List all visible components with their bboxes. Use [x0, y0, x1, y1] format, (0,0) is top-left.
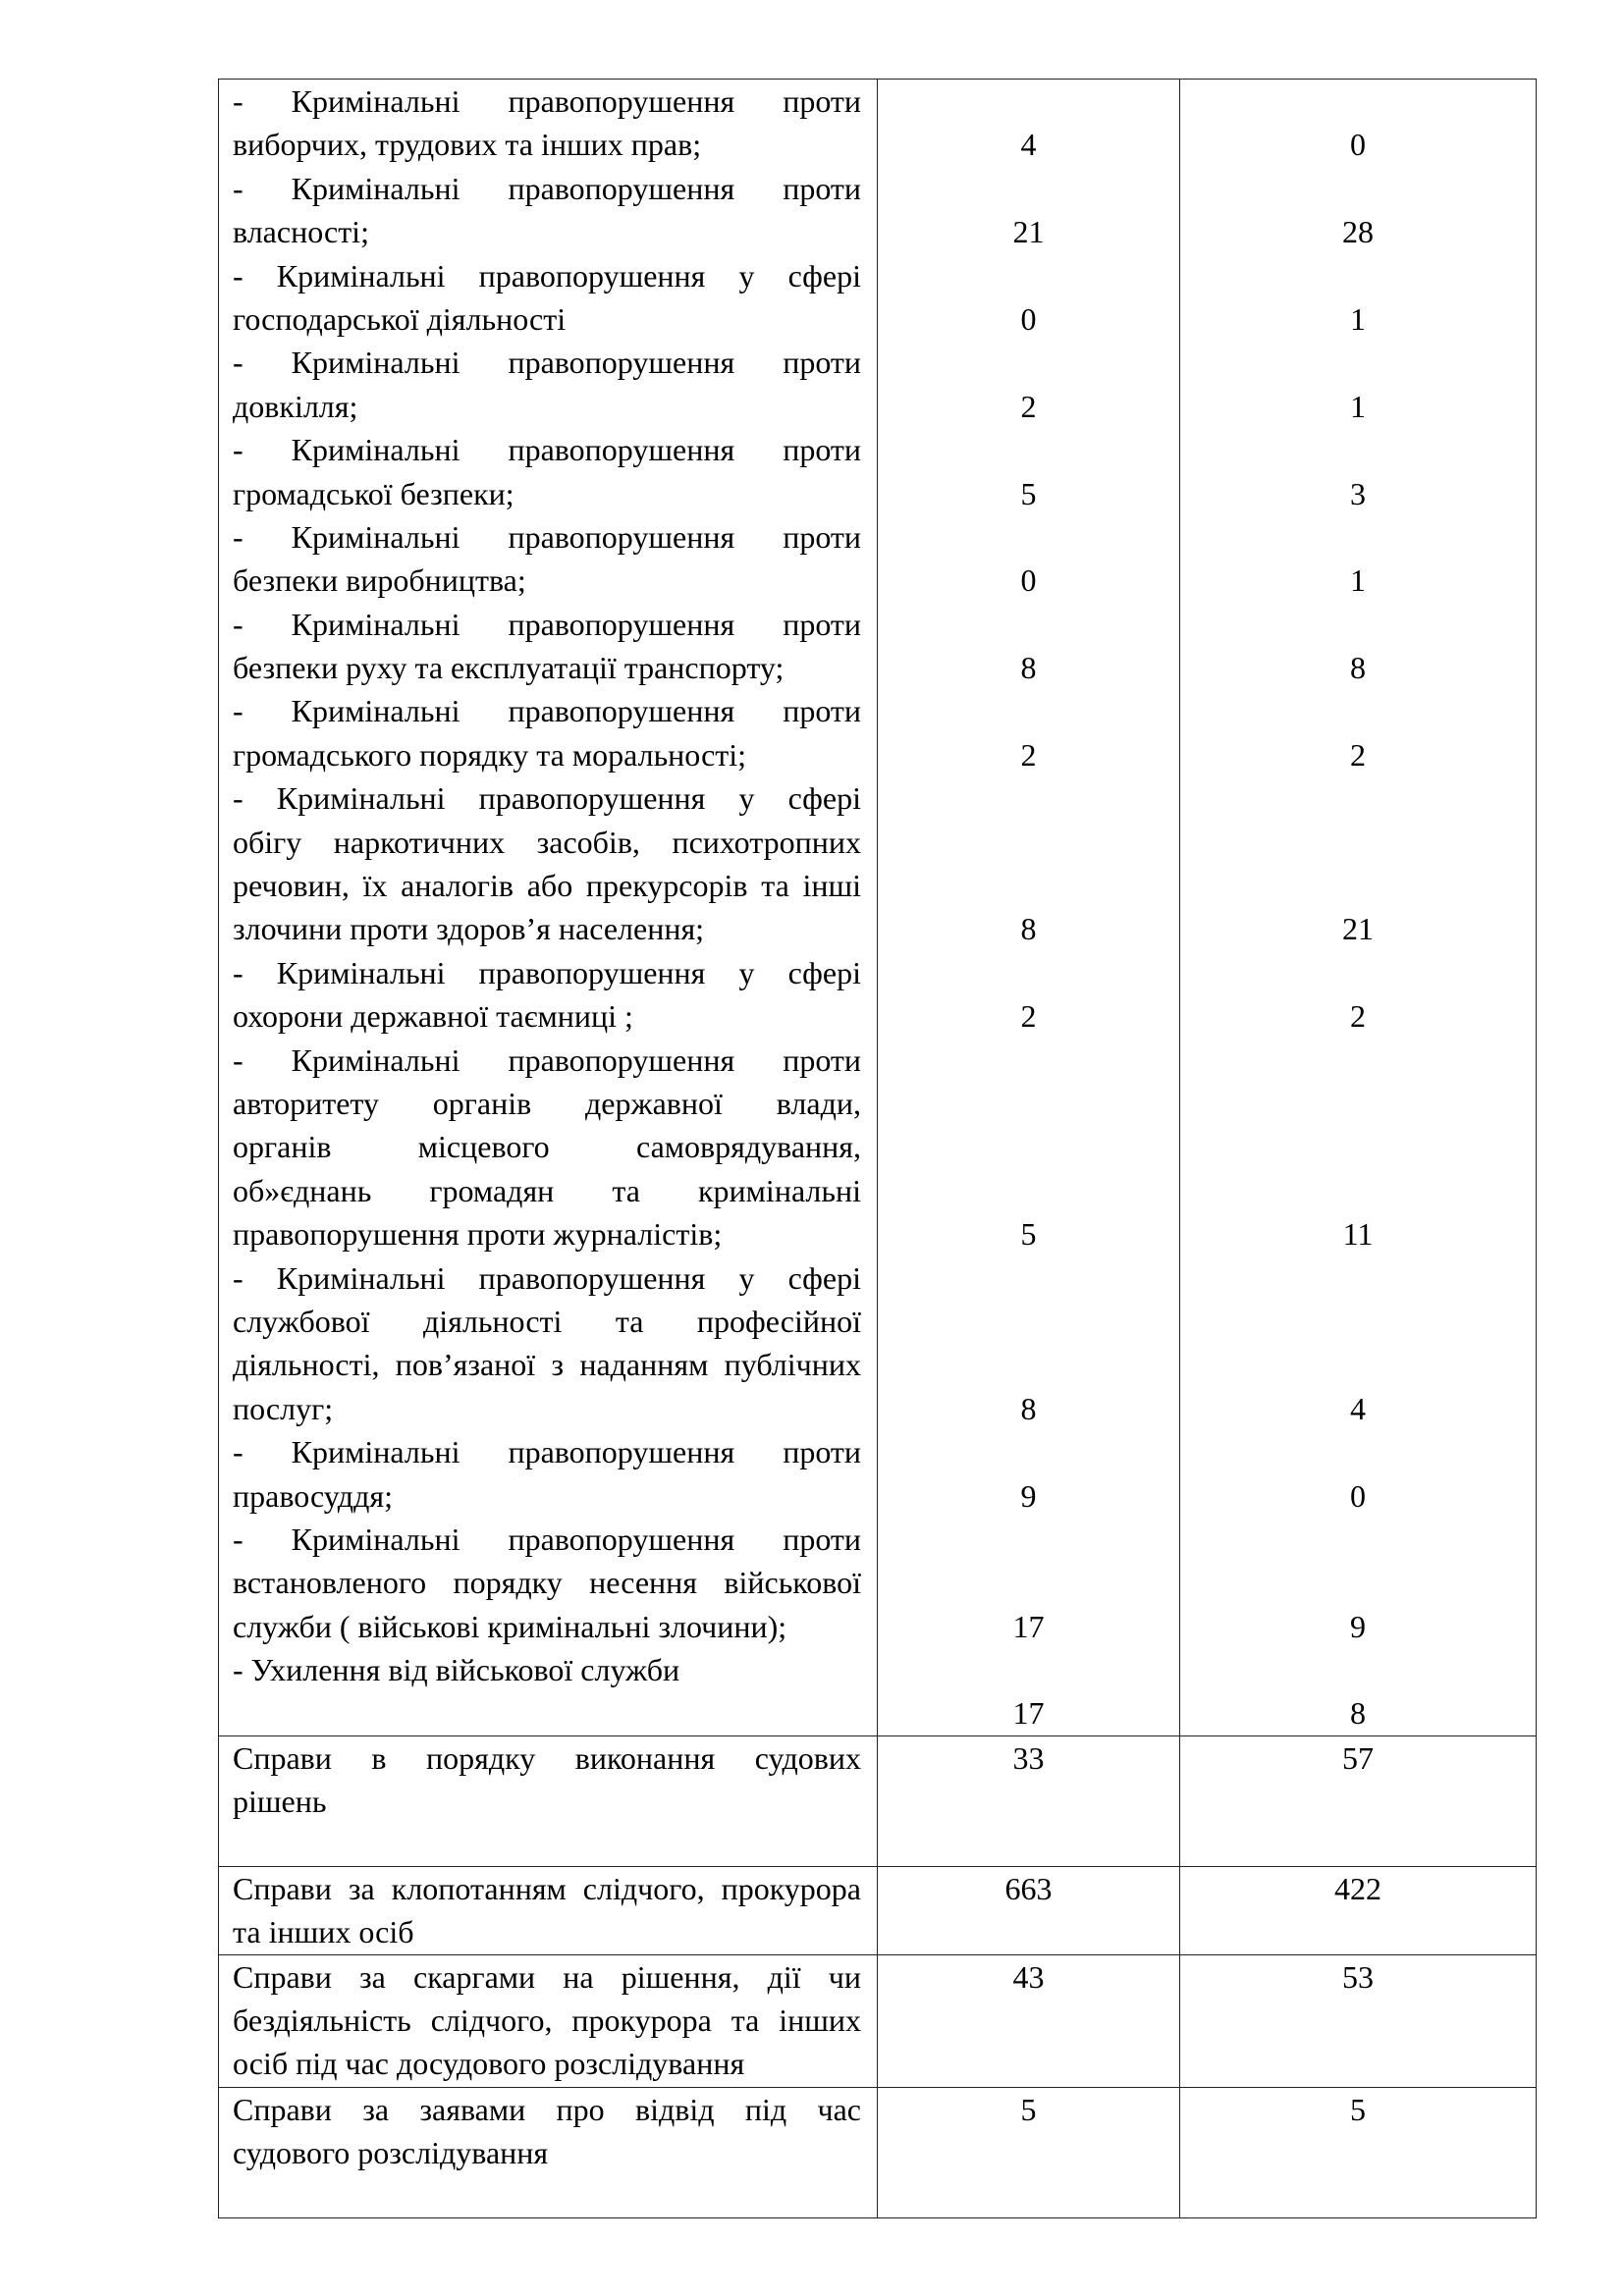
category-line: - Кримінальні правопорушення проти — [233, 518, 861, 555]
value-col1: 33 — [1012, 1739, 1045, 1776]
category-cell — [219, 80, 878, 1736]
value-col2: 4 — [1350, 1390, 1366, 1426]
value-col1: 17 — [1012, 1695, 1045, 1732]
category-line: - Кримінальні правопорушення у сфері — [233, 1259, 861, 1296]
row-label-line: рішень — [233, 1784, 327, 1820]
row-label-line: осіб під час досудового розслідування — [233, 2046, 745, 2082]
value-col1: 5 — [1020, 1216, 1037, 1253]
row-label-line: Справи за клопотанням слідчого, прокурора — [233, 1870, 861, 1906]
value-col1: 8 — [1020, 1390, 1037, 1426]
value-col2: 0 — [1350, 127, 1366, 163]
value-col2: 0 — [1350, 1477, 1366, 1514]
value-col1: 0 — [1020, 300, 1037, 337]
value-col1: 8 — [1020, 911, 1037, 947]
category-line: - Кримінальні правопорушення проти — [233, 432, 861, 468]
table-row — [219, 2087, 1537, 2217]
category-line: - Кримінальні правопорушення проти — [233, 606, 861, 642]
table-row — [219, 80, 1537, 1736]
category-line: правопорушення проти журналістів; — [233, 1216, 723, 1253]
value-col1: 4 — [1020, 127, 1037, 163]
category-line: злочини проти здоров’я населення; — [233, 911, 705, 947]
value-cell-col2 — [1180, 1735, 1537, 1866]
row-label-line: Справи за скаргами на рішення, дії чи — [233, 1958, 861, 1995]
category-line: безпеки руху та експлуатації транспорту; — [233, 650, 785, 686]
category-line: - Кримінальні правопорушення у сфері — [233, 780, 861, 817]
row-label-cell — [219, 1735, 878, 1866]
category-line: послуг; — [233, 1390, 334, 1426]
category-line: - Кримінальні правопорушення проти — [233, 345, 861, 381]
row-label-line: бездіяльність слідчого, прокурора та інших — [233, 2002, 861, 2039]
value-col2: 21 — [1342, 911, 1374, 947]
value-cell-col1 — [878, 1866, 1180, 1954]
value-col2: 5 — [1350, 2091, 1366, 2127]
row-label-cell — [219, 1866, 878, 1954]
category-line: - Кримінальні правопорушення проти — [233, 83, 861, 119]
category-line: діяльності, пов’язаної з наданням публічних — [233, 1347, 861, 1383]
category-line: - Кримінальні правопорушення проти — [233, 1434, 861, 1470]
value-cell-col2 — [1180, 80, 1537, 1736]
row-label-line: Справи за заявами про відвід під час — [233, 2091, 861, 2127]
value-col2: 2 — [1350, 736, 1366, 773]
category-line: - Кримінальні правопорушення проти — [233, 1041, 861, 1078]
category-line: - Кримінальні правопорушення проти — [233, 1521, 861, 1557]
row-label-line: та інших осіб — [233, 1914, 414, 1950]
category-line: об»єднань громадян та кримінальні — [233, 1172, 861, 1208]
value-cell-col1 — [878, 1735, 1180, 1866]
value-col2: 9 — [1350, 1608, 1366, 1644]
value-col2: 11 — [1342, 1216, 1374, 1253]
value-col1: 2 — [1020, 998, 1037, 1035]
category-line: власності; — [233, 214, 369, 250]
value-col2: 422 — [1334, 1870, 1381, 1906]
value-col2: 28 — [1342, 214, 1374, 250]
value-col1: 43 — [1012, 1958, 1045, 1995]
value-col2: 57 — [1342, 1739, 1374, 1776]
category-line: виборчих, трудових та інших прав; — [233, 127, 702, 163]
value-cell-col2 — [1180, 1954, 1537, 2087]
category-line: службової діяльності та професійної — [233, 1303, 861, 1339]
value-col1: 0 — [1020, 562, 1037, 599]
category-line: встановленого порядку несення військової — [233, 1565, 861, 1601]
category-line: речовин, їх аналогів або прекурсорів та інші — [233, 868, 861, 904]
value-col2: 3 — [1350, 475, 1366, 511]
category-line: господарської діяльності — [233, 300, 567, 337]
category-line: громадської безпеки; — [233, 475, 514, 511]
statistics-table — [218, 79, 1537, 2218]
row-label-cell — [219, 1954, 878, 2087]
row-label-line: судового розслідування — [233, 2135, 549, 2171]
table-row — [219, 1735, 1537, 1866]
value-col1: 2 — [1020, 736, 1037, 773]
table-row — [219, 1866, 1537, 1954]
category-line: безпеки виробництва; — [233, 562, 526, 599]
row-label-line: Справи в порядку виконання судових — [233, 1739, 861, 1776]
row-label-cell — [219, 2087, 878, 2217]
value-col2: 1 — [1350, 388, 1366, 424]
value-col1: 21 — [1012, 214, 1045, 250]
value-col1: 17 — [1012, 1608, 1045, 1644]
category-line: авторитету органів державної влади, — [233, 1085, 861, 1121]
value-cell-col1 — [878, 1954, 1180, 2087]
category-line: обігу наркотичних засобів, психотропних — [233, 824, 861, 860]
table-row — [219, 1954, 1537, 2087]
value-col2: 1 — [1350, 562, 1366, 599]
value-cell-col1 — [878, 80, 1180, 1736]
category-line: охорони державної таємниці ; — [233, 998, 633, 1035]
value-col2: 8 — [1350, 650, 1366, 686]
category-line: служби ( військові кримінальні злочини); — [233, 1608, 787, 1644]
category-line: - Кримінальні правопорушення проти — [233, 693, 861, 729]
category-line: правосуддя; — [233, 1477, 393, 1514]
category-line: довкілля; — [233, 388, 358, 424]
value-col2: 1 — [1350, 300, 1366, 337]
value-cell-col2 — [1180, 2087, 1537, 2217]
value-col2: 2 — [1350, 998, 1366, 1035]
value-col1: 8 — [1020, 650, 1037, 686]
category-line: - Ухилення від військової служби — [233, 1652, 680, 1688]
category-line: - Кримінальні правопорушення у сфері — [233, 954, 861, 990]
category-line: - Кримінальні правопорушення проти — [233, 170, 861, 206]
category-line: органів місцевого самоврядування, — [233, 1129, 861, 1165]
value-col1: 663 — [1004, 1870, 1053, 1906]
value-col2: 53 — [1342, 1958, 1374, 1995]
value-cell-col2 — [1180, 1866, 1537, 1954]
value-cell-col1 — [878, 2087, 1180, 2217]
value-col1: 5 — [1020, 2091, 1037, 2127]
value-col1: 2 — [1020, 388, 1037, 424]
value-col2: 8 — [1350, 1695, 1366, 1732]
category-line: громадського порядку та моральності; — [233, 736, 747, 773]
category-line: - Кримінальні правопорушення у сфері — [233, 257, 861, 294]
value-col1: 9 — [1020, 1477, 1037, 1514]
value-col1: 5 — [1020, 475, 1037, 511]
